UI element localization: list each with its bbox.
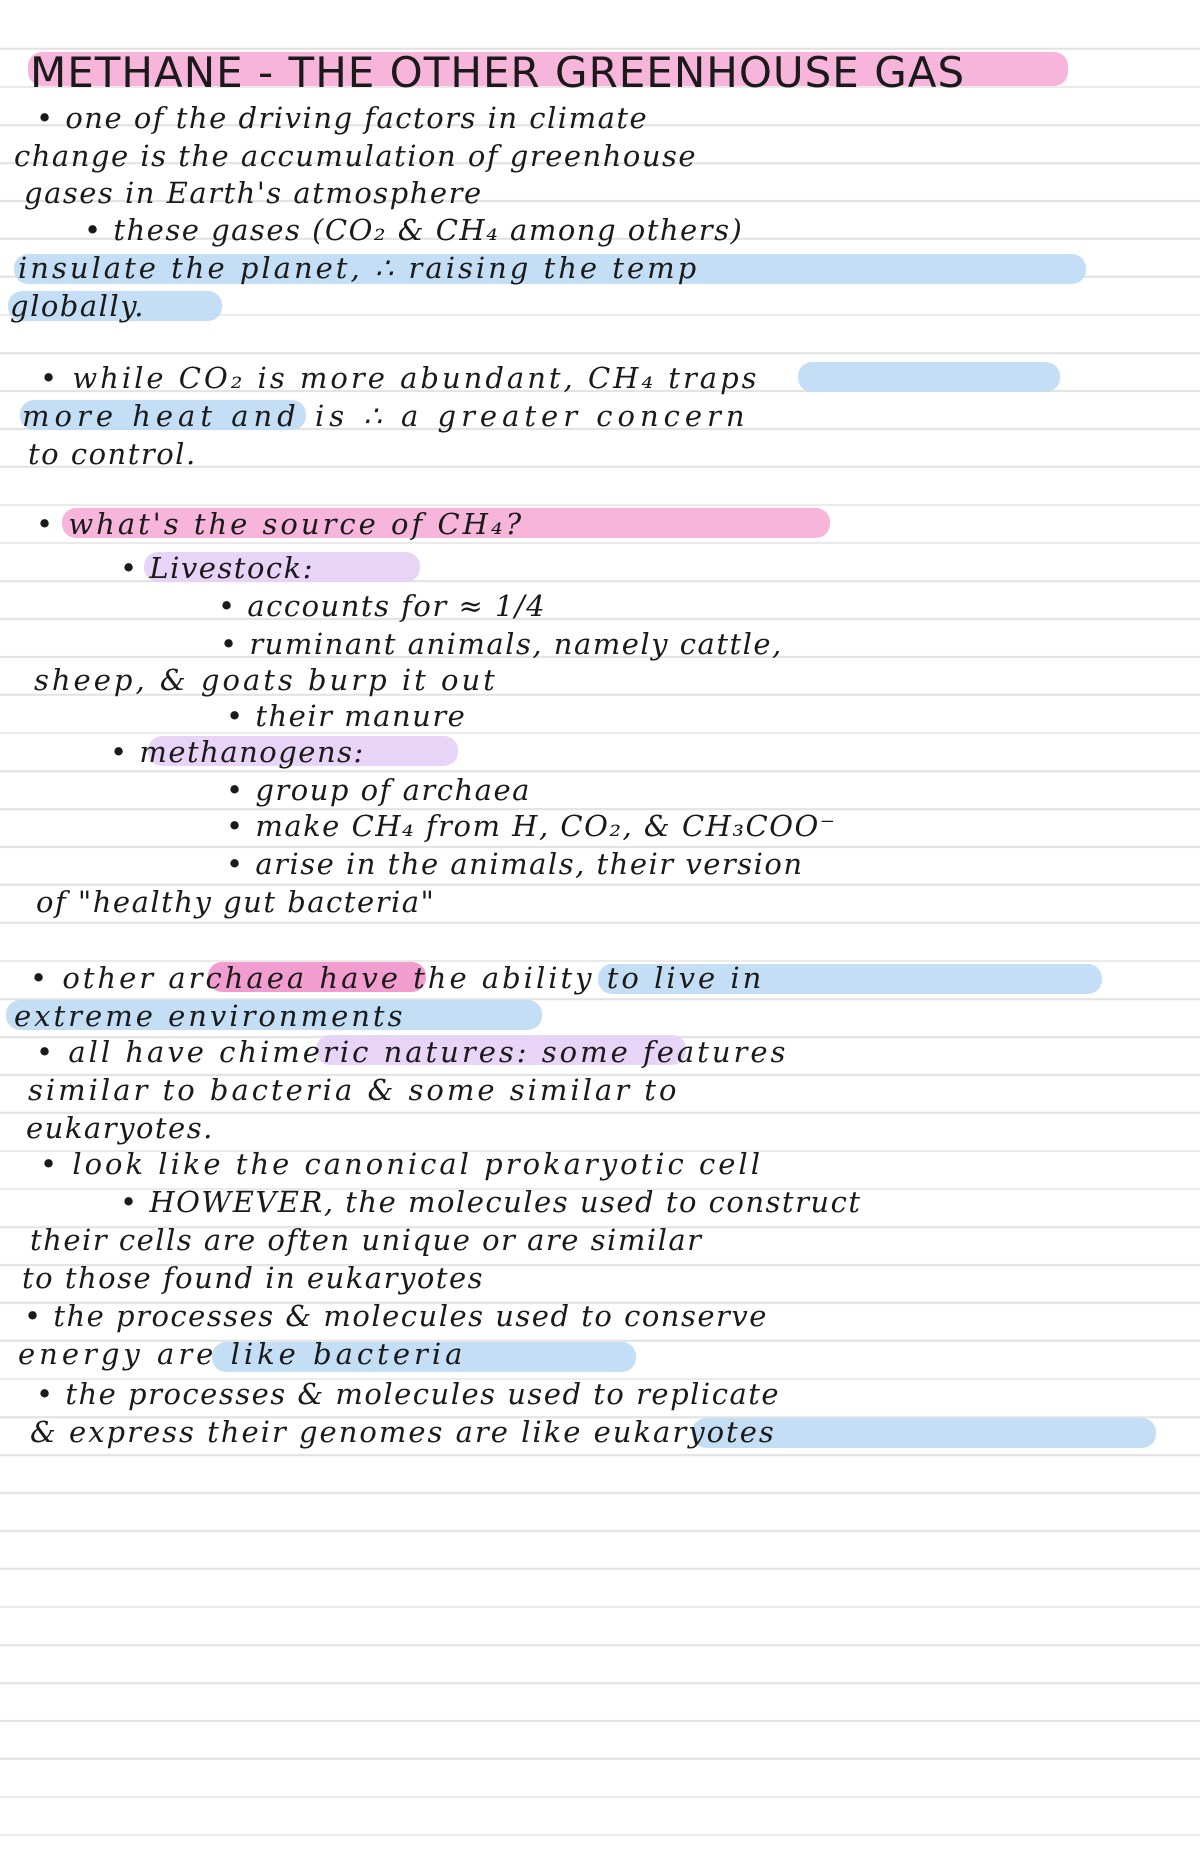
note-line: • other archaea have the ability to live in xyxy=(30,961,765,995)
note-line: • accounts for ≈ 1/4 xyxy=(218,589,547,623)
note-line: • their manure xyxy=(226,699,467,733)
note-line: • HOWEVER, the molecules used to construct xyxy=(120,1185,862,1219)
page-title: METHANE - THE OTHER GREENHOUSE GAS xyxy=(30,48,966,97)
note-line: • Livestock: xyxy=(120,551,314,585)
note-line: • make CH₄ from H, CO₂, & CH₃COO⁻ xyxy=(226,809,837,843)
note-line: • one of the driving factors in climate xyxy=(36,101,649,135)
note-line: extreme environments xyxy=(14,999,406,1033)
note-line: change is the accumulation of greenhouse xyxy=(14,139,698,173)
note-line: • what's the source of CH₄? xyxy=(36,507,525,541)
note-line: & express their genomes are like eukaryotes xyxy=(30,1415,776,1449)
note-line: of "healthy gut bacteria" xyxy=(36,885,436,919)
note-line: • while CO₂ is more abundant, CH₄ traps xyxy=(40,361,760,395)
note-line: • the processes & molecules used to replicate xyxy=(36,1377,781,1411)
note-line: • group of archaea xyxy=(226,773,531,807)
note-line: gases in Earth's atmosphere xyxy=(24,176,483,210)
note-line: • all have chimeric natures: some features xyxy=(36,1035,789,1069)
note-line: • ruminant animals, namely cattle, xyxy=(220,627,783,661)
note-line: • arise in the animals, their version xyxy=(226,847,804,881)
note-line: • methanogens: xyxy=(110,735,365,769)
note-line: energy are like bacteria xyxy=(18,1337,467,1371)
note-line: their cells are often unique or are similar xyxy=(30,1223,703,1257)
note-line: • the processes & molecules used to conserve xyxy=(24,1299,768,1333)
note-line: • look like the canonical prokaryotic cell xyxy=(40,1147,763,1181)
note-line: insulate the planet, ∴ raising the temp xyxy=(18,251,700,285)
note-line: • these gases (CO₂ & CH₄ among others) xyxy=(84,213,744,247)
note-line: to control. xyxy=(28,437,197,471)
note-line: similar to bacteria & some similar to xyxy=(28,1073,680,1107)
highlight-ch4-traps xyxy=(798,362,1060,392)
note-line: eukaryotes. xyxy=(26,1111,214,1145)
note-line: globally. xyxy=(10,289,145,323)
note-line: to those found in eukaryotes xyxy=(22,1261,484,1295)
note-line: sheep, & goats burp it out xyxy=(34,663,498,697)
note-line: more heat and is ∴ a greater concern xyxy=(22,399,750,433)
